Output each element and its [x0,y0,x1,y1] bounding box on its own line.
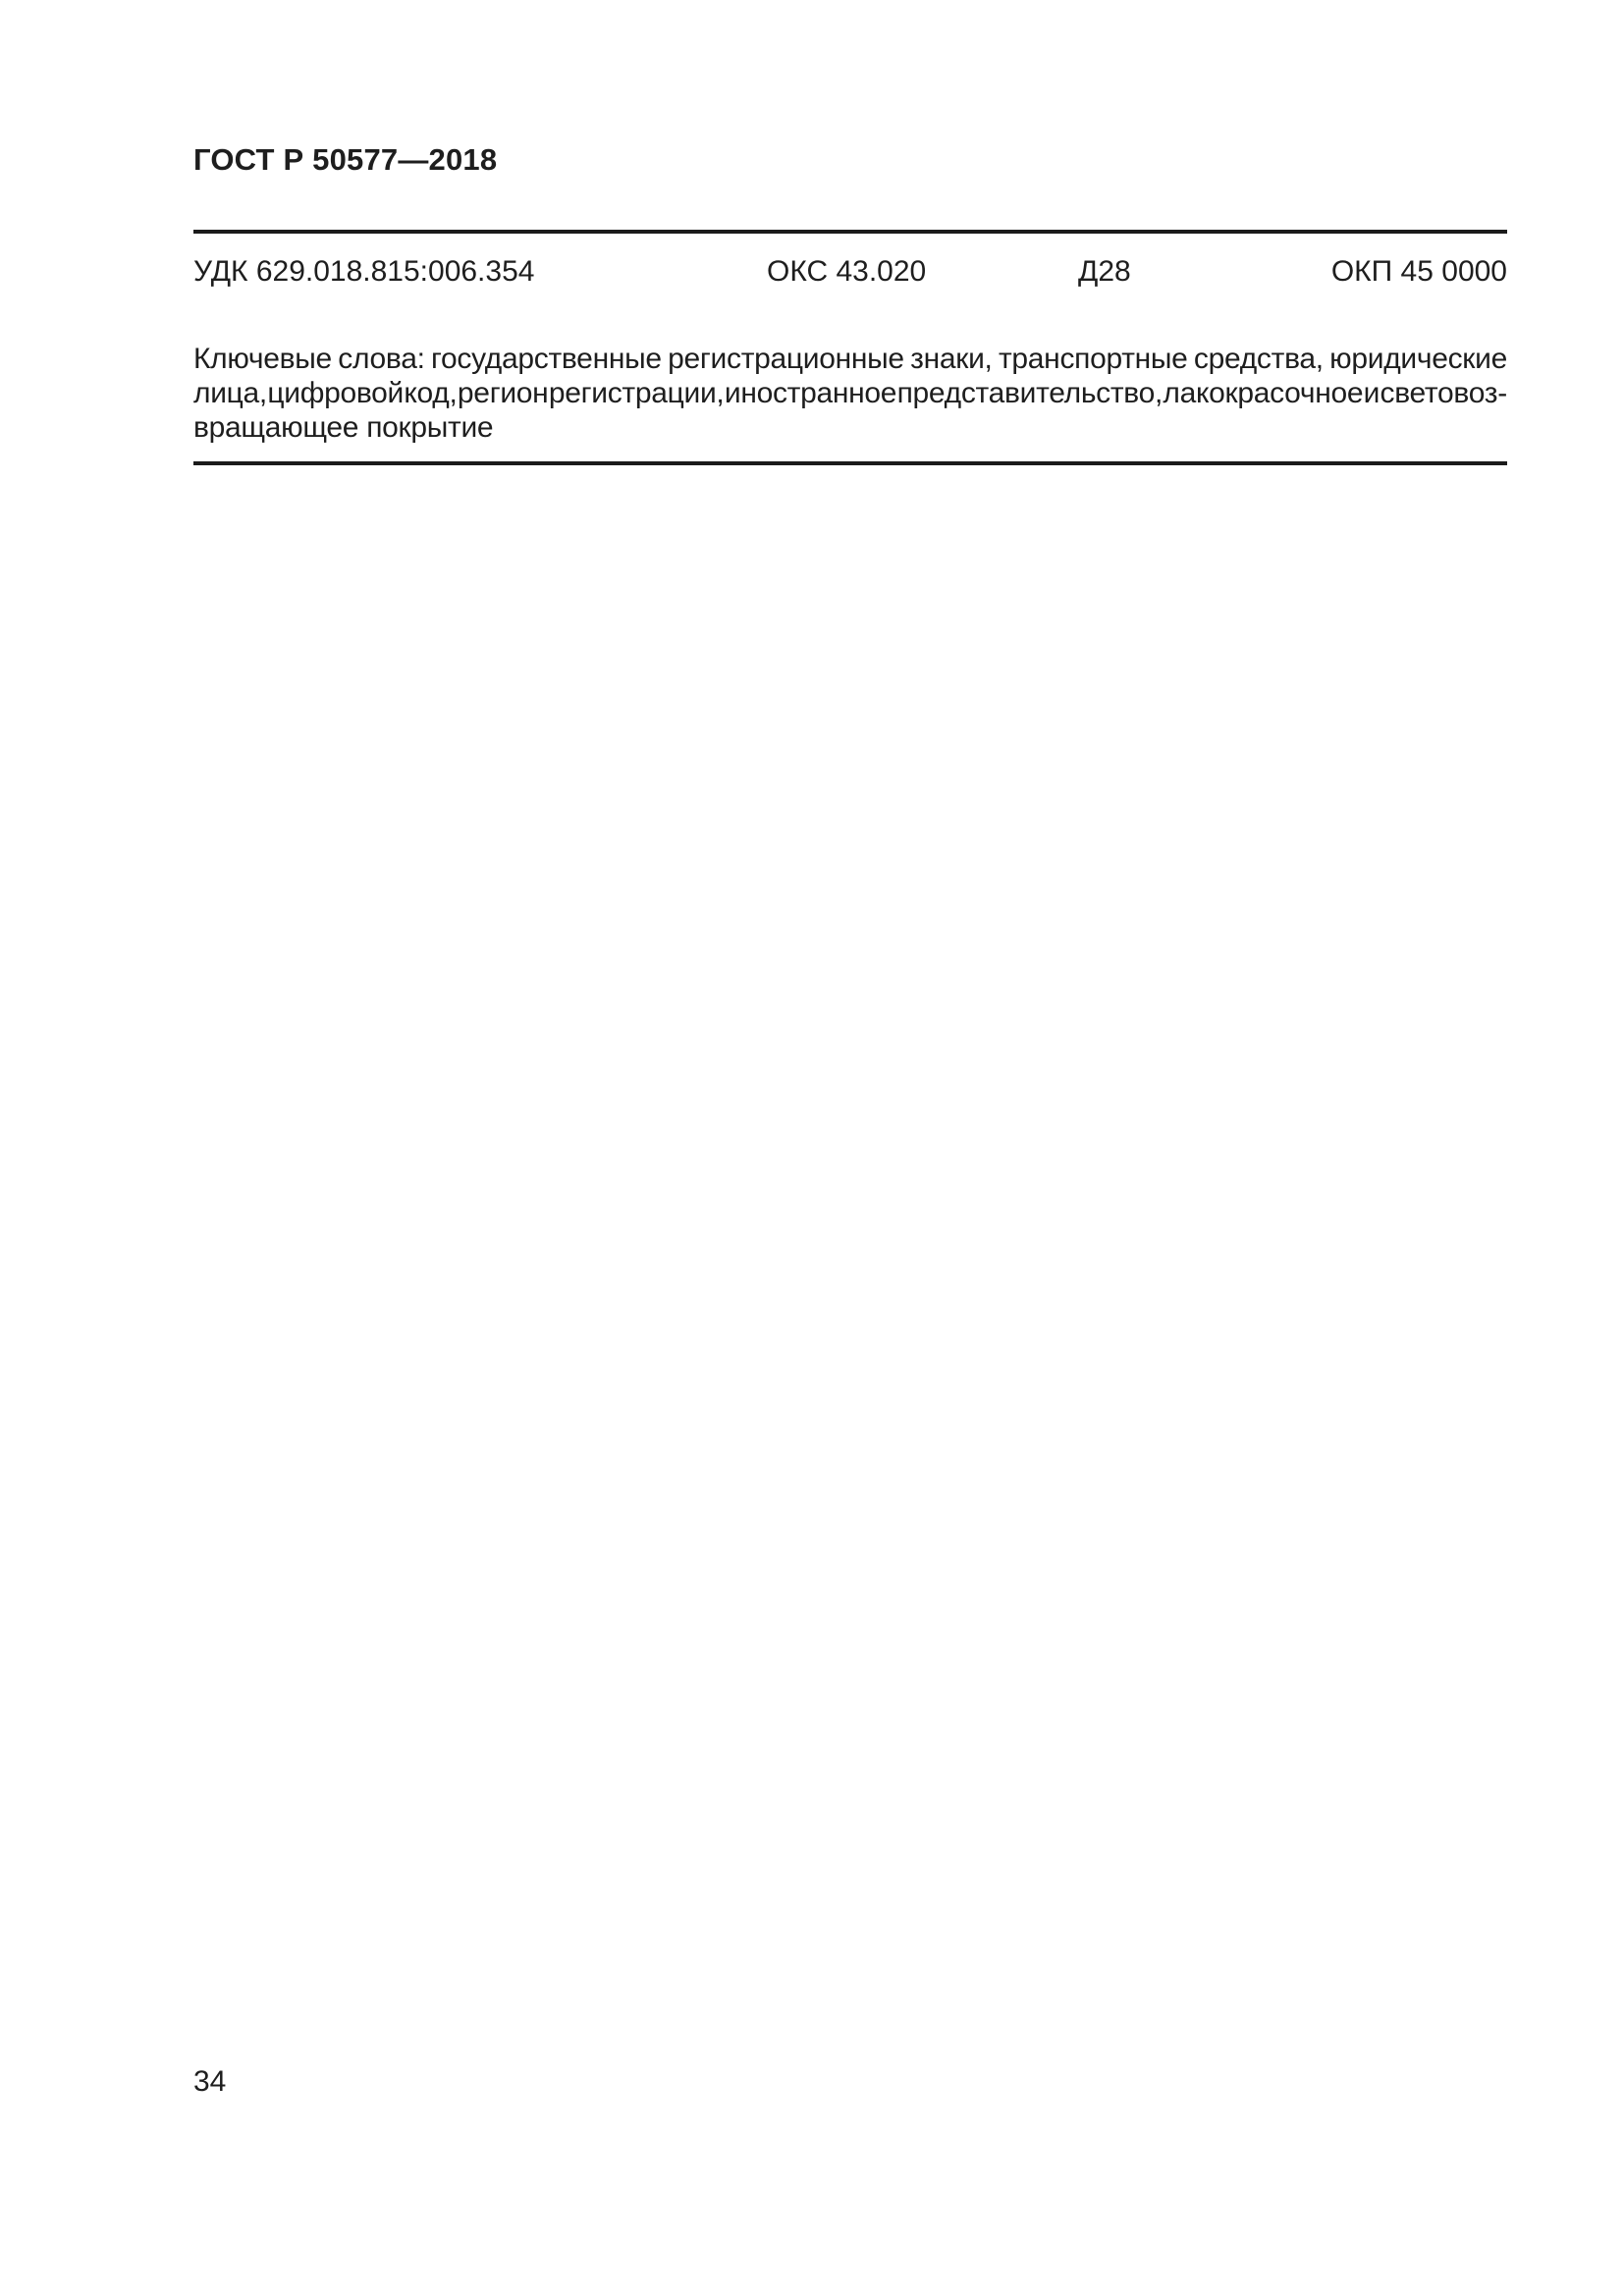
page-title: ГОСТ Р 50577—2018 [193,142,498,177]
keywords-paragraph [193,342,1507,445]
udk-code: УДК 629.018.815:006.354 [193,255,535,288]
oks-code: ОКС 43.020 [767,255,927,288]
group-code: Д28 [1078,255,1131,288]
keywords-line-2: лица, цифровой код, регион регистрации, иностранное представительство, лакокрасочное и световоз- [193,377,1507,409]
okp-code: ОКП 45 0000 [1330,255,1507,288]
page-number: 34 [193,2065,227,2098]
header-rule [193,230,1507,234]
codes-row [193,254,1507,290]
footer-rule [193,461,1507,465]
keywords-line-1: Ключевые слова: государственные регистрационные знаки, транспортные средства, юридические [193,343,1507,375]
keywords-line-3: вращающее покрытие [193,411,494,444]
